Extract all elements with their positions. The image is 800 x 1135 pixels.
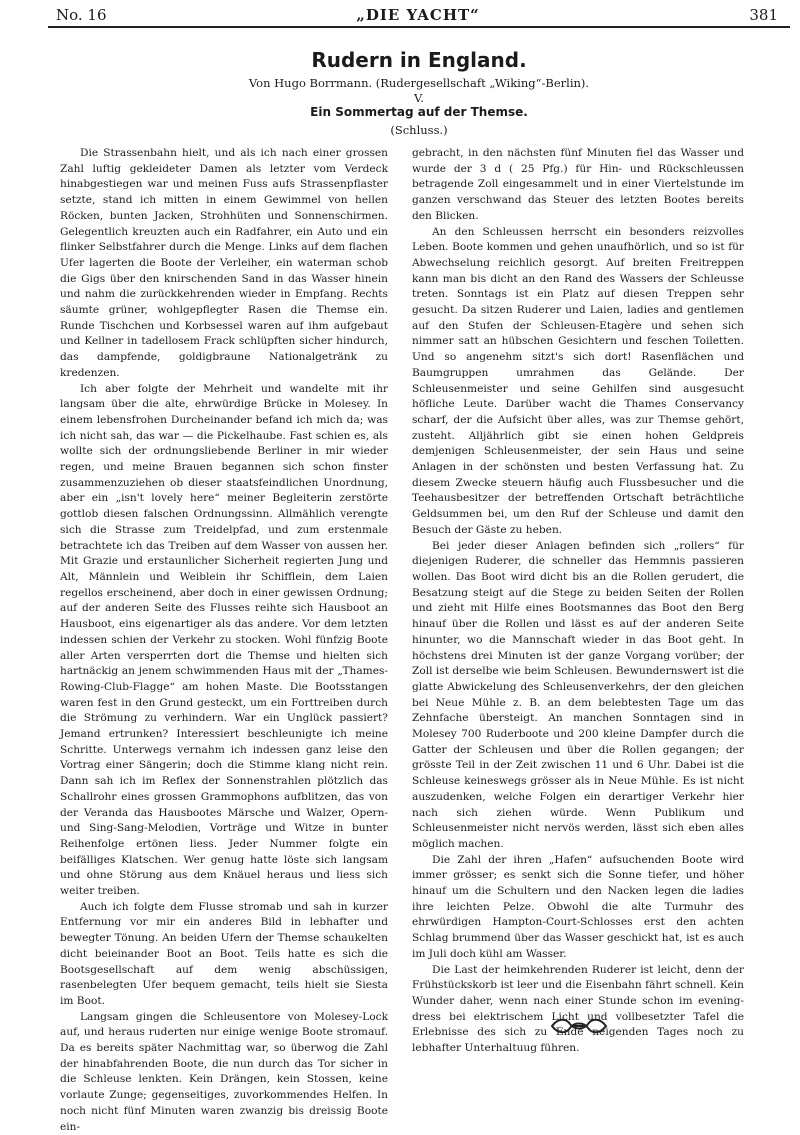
issue-number: No. 16 <box>56 6 107 24</box>
left-column <box>60 146 388 1135</box>
paragraph: Bei jeder dieser Anlagen befinden sich „rollers“ für diejenigen Ruderer, die schneller das Hemmnis passieren wollen. Das Boot wird dicht bis an die Rollen gerudert, die Besatzung steigt auf die Stege zu beiden Seiten der Rollen und zieht mit Hilfe eines Bootsmannes das Boot den Berg hinauf über die Rollen und lässt es auf der anderen Seite hinunter, wo die Mannschaft wieder in das Boot geht. In höchstens drei Minuten ist der ganze Vorgang vorüber; der Zoll ist derselbe wie beim Schleusen. Bewundernswert ist die glatte Abwickelung des Schleusenverkehrs, der den gleichen bei Neue Mühle z. B. an dem belebtesten Tage um das Zehnfache übersteigt. An manchen Sonntagen sind in Molesey 700 Ruderboote und 200 kleine Dampfer durch die Gatter der Schleusen und über die Rollen gegangen; der grösste Teil in der Zeit zwischen 11 und 6 Uhr. Dabei ist die Schleuse keineswegs grösser als in Neue Mühle. Es ist nicht auszudenken, welche Folgen ein derartiger Verkehr hier nach sich ziehen würde. Wenn Publikum und Schleusenmeister nicht nervös werden, lässt sich eben alles möglich machen. <box>412 539 744 850</box>
paragraph: Langsam gingen die Schleusentore von Molesey-Lock auf, und heraus ruderten nur einige wenige Boote stromauf. Da es bereits später Nachmittag war, so überwog die Zahl der hinabfahrenden Boote, die nun durch das Tor sicher in die Schleuse lenkten. Kein Drängen, kein Stossen, keine vorlaute Zunge; gegenseitiges, zuvorkommendes Helfen. In noch nicht fünf Minuten waren zwanzig bis dreissig Boote ein- <box>60 1010 388 1133</box>
right-column <box>412 146 744 1057</box>
article-author: Von Hugo Borrmann. (Rudergesellschaft „Wiking“-Berlin). <box>248 76 590 90</box>
paragraph: Auch ich folgte dem Flusse stromab und sah in kurzer Entfernung vor mir ein anderes Bild in lebhafter und bewegter Tönung. An beiden Ufern der Themse schaukelten dicht beieinander Boot an Boot. Teils hatte es sich die Bootsgesellschaft auf dem wenig abschüssigen, rasenbelegten Ufer bequem gemacht, teils hielt sie Siesta im Boot. <box>60 900 388 1007</box>
paragraph: Ich aber folgte der Mehrheit und wandelte mit ihr langsam über die alte, ehrwürdige Brücke in Molesey. In einem lebensfrohen Durcheinander befand ich mich da; was ich nicht sah, das war — die Pickelhaube. Fast schien es, als wollte sich der ordnungsliebende Berliner in mir wieder regen, und meine Brauen begannen sich schon finster zusammenzuziehen ob dieser staatsfeindlichen Unordnung, aber ein „isn't lovely here“ meiner Begleiterin zerstörte gottlob diesen falschen Ordnungssinn. Allmählich verengte sich die Strasse zum Treidelpfad, und zum erstenmale betrachtete ich das Treiben auf dem Wasser von aussen her. Mit Grazie und erstaunlicher Sicherheit regierten Jung und Alt, Männlein und Weiblein ihr Schifflein, dem Laien regellos erscheinend, aber doch in einer gewissen Ordnung; auf der anderen Seite des Flusses reihte sich Hausboot an Hausboot, eins eigenartiger als das andere. Vor dem letzten indessen schien der Verkehr zu stocken. Wohl fünfzig Boote aller Arten versperrten dort die Themse und hielten sich hartnäckig an jenem schwimmenden Haus mit der „Thames-Rowing-Club-Flagge“ am hohen Maste. Die Bootsstangen waren fest in den Grund gesteckt, um ein Forttreiben durch die Strömung zu verhindern. War ein Unglück passiert? Jemand ertrunken? Interessiert beschleunigte ich meine Schritte. Unterwegs vernahm ich indessen ganz leise den Vortrag einer Sängerin; doch die Stimme klang nicht rein. Dann sah ich im Reflex der Sonnenstrahlen plötzlich das Schallrohr eines grossen Grammophons aufblitzen, das von der Veranda das Hausbootes Märsche und Walzer, Opern- und Sing-Sang-Melodien, Vorträge und Witze in bunter Reihenfolge ertönen liess. Jeder Nummer folgte ein beifälliges Klatschen. Wer genug hatte löste sich langsam und ohne Störung aus dem Knäuel heraus und liess sich weiter treiben. <box>60 382 388 898</box>
paragraph: Die Last der heimkehrenden Ruderer ist leicht, denn der Frühstückskorb ist leer und die Eisenbahn fährt schnell. Kein Wunder daher, wenn nach einer Stunde schon im evening-dress bei elektrischem Licht und vollbesetzter Tafel die Erlebnisse des sich zu Ende neigenden Tages noch zu lebhafter Unterhaltuug führen. <box>412 963 744 1055</box>
article-conclusion-note: (Schluss.) <box>390 123 448 137</box>
article-part-number: V. <box>414 91 424 105</box>
paragraph: Die Zahl der ihren „Hafen“ aufsuchenden Boote wird immer grösser; es senkt sich die Sonne tiefer, und höher hinauf um die Schultern und den Nacken legen die ladies ihre leichten Pelze. Obwohl die alte Turmuhr des ehrwürdigen Hampton-Court-Schlosses erst den achten Schlag brummend über das Wasser geschickt hat, ist es auch im Juli doch kühl am Wasser. <box>412 853 744 960</box>
magazine-name: „DIE YACHT“ <box>356 6 480 24</box>
article-title: Rudern in England. <box>311 48 527 72</box>
paragraph: Die Strassenbahn hielt, und als ich nach einer grossen Zahl luftig gekleideter Damen als letzter vom Verdeck hinabgestiegen war und meinen Fuss aufs Strassenpflaster setzte, stand ich mitten in einem Gewimmel von hellen Röcken, bunten Jacken, Strohhüten und Sonnenschirmen. Gelegentlich kreuzten auch ein Radfahrer, ein Auto und ein flinker Selbstfahrer durch die Menge. Links auf dem flachen Ufer lagerten die Boote der Verleiher, ein waterman schob die Gigs über den knirschenden Sand in das Wasser hinein und nahm die zurückkehrenden wieder in Empfang. Rechts säumte grüner, wohlgepflegter Rasen die Themse ein. Runde Tischchen und Korbsessel waren auf ihm aufgebaut und Kellner in tadellosem Frack schlüpften sicher hindurch, das dampfende, goldigbraune Nationalgetränk zu kredenzen. <box>60 147 388 379</box>
page-number: 381 <box>749 6 778 24</box>
paragraph: gebracht, in den nächsten fünf Minuten fiel das Wasser und wurde der 3 d ( 25 Pfg.) für Hin- und Rückschleussen betragende Zoll eingesammelt und in einer Viertelstunde im ganzen verschwand das Steuer des letzten Bootes bereits den Blicken. <box>412 147 744 222</box>
end-of-article-flourish-icon <box>548 1016 610 1036</box>
article-subtitle: Ein Sommertag auf der Themse. <box>310 105 528 119</box>
paragraph: An den Schleussen herrscht ein besonders reizvolles Leben. Boote kommen und gehen unaufhörlich, und so ist für Abwechselung reichlich gesorgt. Auf breiten Freitreppen kann man bis dicht an den Rand des Wassers der Schleusse treten. Sonntags ist ein Platz auf diesen Treppen sehr gesucht. Da sitzen Ruderer und Laien, ladies and gentlemen auf den Stufen der Schleusen-Etagère und sehen sich nimmer satt an hübschen Gesichtern und feschen Toiletten. Und so angenehm sitzt's sich dort! Rasenflächen und Baumgruppen umrahmen das Gelände. Der Schleusenmeister und seine Gehilfen sind ausgesucht höfliche Leute. Darüber wacht die Thames Conservancy scharf, der die Aufsicht über alles, was zur Themse gehört, zusteht. Alljährlich gibt sie einen hohen Geldpreis demjenigen Schleusenmeister, der sein Haus und seine Anlagen in der schönsten und besten Verfassung hat. Zu diesem Zwecke steuern häufig auch Flussbesucher und die Teehausbesitzer der betreffenden Ortschaft beträchtliche Geldsummen bei, um den Ruf der Schleuse und damit den Besuch der Gäste zu heben. <box>412 225 744 536</box>
header-rule <box>48 26 790 28</box>
